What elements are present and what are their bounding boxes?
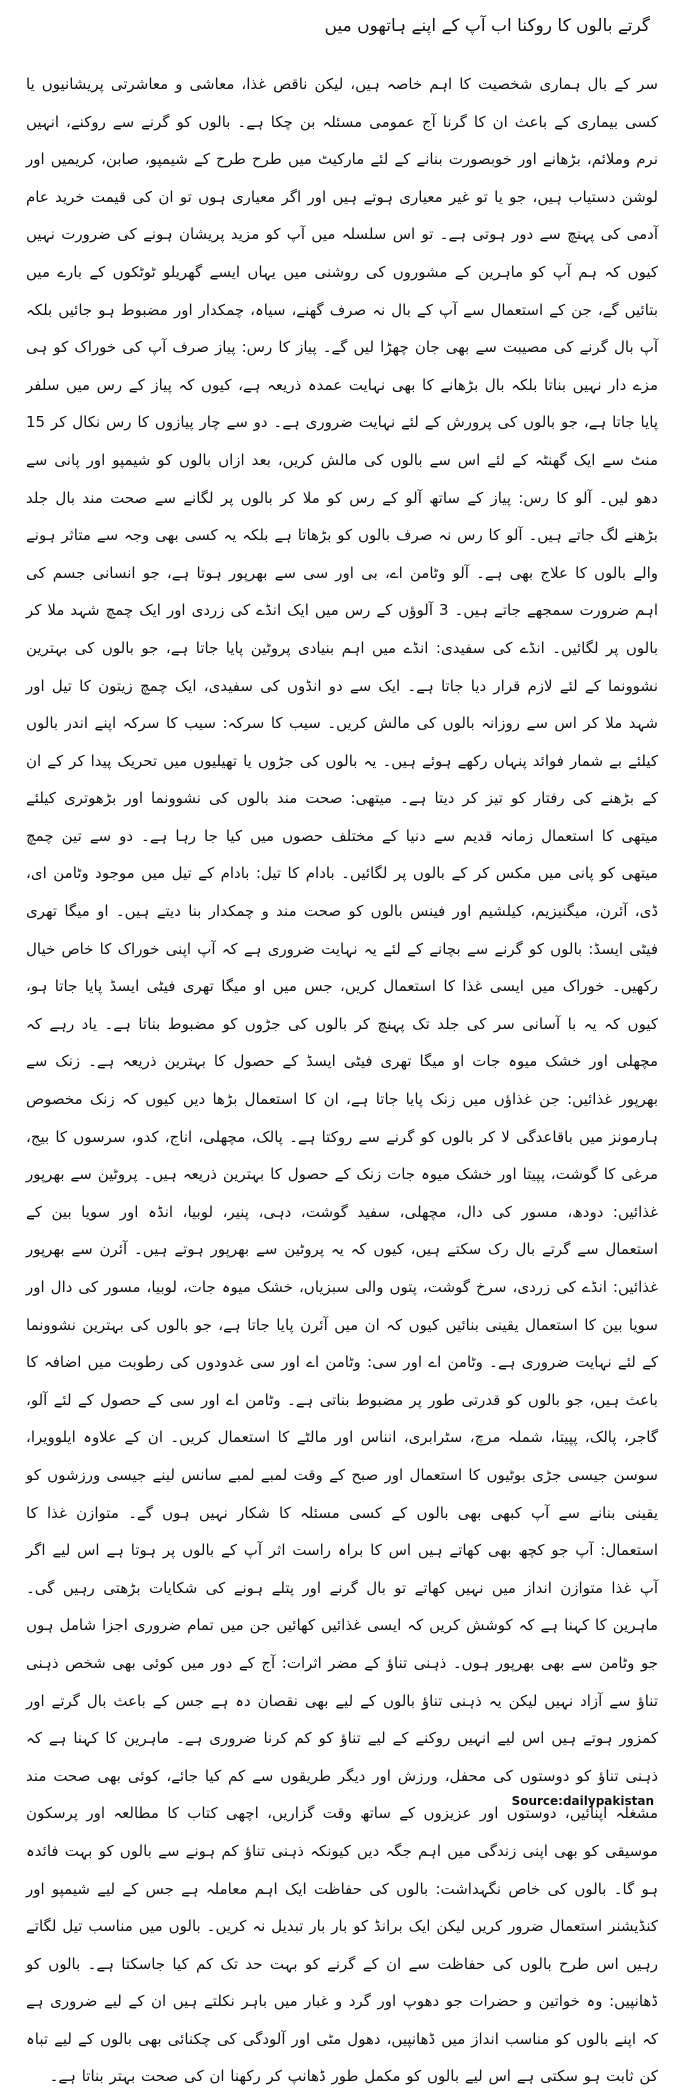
article-body: سر کے بال ہماری شخصیت کا اہم خاصہ ہیں، لیکن ناقص غذا، معاشی و معاشرتی پریشانیوں یا کسی بیماری کے باعث ان کا گرنا آج عمومی مسئلہ بن چکا ہے۔ بالوں کو گرنے سے روکنے، انہیں نرم وملائم، بڑھانے اور خوبصورت بنانے کے لئے مارکیٹ میں طرح طرح کے شیمپو، صابن، کریمیں اور لوشن دستیاب ہیں، جو یا تو غیر معیاری ہوتے ہیں اور اگر معیاری ہوں تو ان کی قیمت خرید عام آدمی کی پہنچ سے دور ہوتی ہے۔ تو اس سلسلہ میں آپ کو مزید پریشان ہونے کی ضرورت نہیں کیوں کہ ہم آپ کو ماہرین کے مشوروں کی روشنی میں یہاں ایسے گھریلو ٹوٹکوں کے بارے میں بتائیں گے، جن کے استعمال سے آپ کے بال نہ صرف گھنے، سیاہ، چمکدار اور مضبوط ہو جائیں بلکہ آپ بال گرنے کی مصیبت سے بھی جان چھڑا لیں گے۔ پیاز کا رس: پیاز صرف آپ کی خوراک کو ہی مزے دار نہیں بناتا بلکہ بال بڑھانے کا بھی نہایت عمدہ ذریعہ ہے، کیوں کہ پیاز کے رس میں سلفر پایا جاتا ہے، جو بالوں کی پرورش کے لئے نہایت ضروری ہے۔ دو سے چار پیازوں کا رس نکال کر 15 منٹ سے ایک گھنٹہ کے لئے اس سے بالوں کی مالش کریں، بعد ازاں بالوں کو شیمپو اور پانی سے دھو لیں۔ آلو کا رس: پیاز کے ساتھ آلو کے رس کو ملا کر بالوں پر لگانے سے صحت مند بال جلد بڑھنے لگ جاتے ہیں۔ آلو کا رس نہ صرف بالوں کو بڑھاتا ہے بلکہ یہ کسی بھی وجہ سے متاثر ہونے والے بالوں کا علاج بھی ہے۔ آلو وٹامن اے، بی اور سی سے بھرپور ہوتا ہے، جو انسانی جسم کی اہم ضرورت سمجھے جاتے ہیں۔ 3 آلوؤں کے رس میں ایک انڈے کی زردی اور ایک چمچ شہد ملا کر بالوں پر لگائیں۔ انڈے کی سفیدی: انڈے میں اہم بنیادی پروٹین پایا جاتا ہے، جو بالوں کی بہترین نشوونما کے لئے لازم قرار دیا جاتا ہے۔ ایک سے دو انڈوں کی سفیدی، ایک چمچ زیتون کا تیل اور شہد ملا کر اس سے روزانہ بالوں کی مالش کریں۔ سیب کا سرکہ: سیب کا سرکہ اپنے اندر بالوں کیلئے بے شمار فوائد پنہاں رکھے ہوئے ہیں۔ یہ بالوں کی جڑوں یا تھیلیوں میں تحریک پیدا کر کے ان کے بڑھنے کی رفتار کو تیز کر دیتا ہے۔ میتھی: صحت مند بالوں کی نشوونما اور بڑھوتری کیلئے میتھی کا استعمال زمانہ قدیم سے دنیا کے مختلف حصوں میں کیا جا رہا ہے۔ دو سے تین چمچ میتھی کو پانی میں مکس کر کے بالوں پر لگائیں۔ بادام کا تیل: بادام کے تیل میں موجود وٹامن ای، ڈی، آئرن، میگنیزیم، کیلشیم اور فینس بالوں کو صحت مند و چمکدار بنا دیتے ہیں۔ او میگا تھری فیٹی ایسڈ: بالوں کو گرنے سے بچانے کے لئے یہ نہایت ضروری ہے کہ آپ اپنی خوراک کا خاص خیال رکھیں۔ خوراک میں ایسی غذا کا استعمال کریں، جس میں او میگا تھری فیٹی ایسڈ پایا جاتا ہو، کیوں کہ یہ با آسانی سر کی جلد تک پہنچ کر بالوں کی جڑوں کو مضبوط بناتا ہے۔ یاد رہے کہ مچھلی اور خشک میوہ جات او میگا تھری فیٹی ایسڈ کے حصول کا بہترین ذریعہ ہے۔ زنک سے بھرپور غذائیں: جن غذاؤں میں زنک پایا جاتا ہے، ان کا استعمال بڑھا دیں کیوں کہ زنک مخصوص ہارمونز میں باقاعدگی لا کر بالوں کو گرنے سے روکتا ہے۔ پالک، مچھلی، اناج، کدو، سرسوں کا بیج، مرغی کا گوشت، پپیتا اور خشک میوہ جات زنک کے حصول کا بہترین ذریعہ ہیں۔ پروٹین سے بھرپور غذائیں: دودھ، مسور کی دال، مچھلی، سفید گوشت، دہی، پنیر، لوبیا، انڈہ اور سویا بین کے استعمال سے گرتے بال رک سکتے ہیں، کیوں کہ یہ پروٹین سے بھرپور ہوتے ہیں۔ آئرن سے بھرپور غذائیں: انڈے کی زردی، سرخ گوشت، پتوں والی سبزیاں، خشک میوہ جات، لوبیا، مسور کی دال اور سویا بین کا استعمال یقینی بنائیں کیوں کہ ان میں آئرن پایا جاتا ہے، جو بالوں کی بہترین نشوونما کے لئے نہایت ضروری ہے۔ وٹامن اے اور سی: وٹامن اے اور سی غدودوں کی رطوبت میں اضافہ کا باعث ہیں، جو بالوں کو قدرتی طور پر مضبوط بناتی ہے۔ وٹامن اے اور سی کے حصول کے لئے آلو، گاجر، پالک، پپیتا، شملہ مرچ، سٹرابری، انناس اور مالٹے کا استعمال کریں۔ ان کے علاوہ ایلوویرا، سوسن جیسی جڑی بوٹیوں کا استعمال اور صبح کے وقت لمبے لمبے سانس لینے جیسی ورزشوں کو یقینی بنانے سے آپ کبھی بھی بالوں کے کسی مسئلہ کا شکار نہیں ہوں گے۔ متوازن غذا کا استعمال: آپ جو کچھ بھی کھاتے ہیں اس کا براہ راست اثر آپ کے بالوں پر ہوتا ہے اس لیے اگر آپ غذا متوازن انداز میں نہیں کھاتے تو بال گرنے اور پتلے ہونے کی شکایات بڑھتی رہیں گی۔ ماہرین کا کہنا ہے کہ کوشش کریں کہ ایسی غذائیں کھائیں جن میں تمام ضروری اجزا شامل ہوں جو وٹامن سے بھی بھرپور ہوں۔ ذہنی تناؤ کے مضر اثرات: آج کے دور میں کوئی بھی شخص ذہنی تناؤ سے آزاد نہیں لیکن یہ ذہنی تناؤ بالوں کے لیے بھی نقصان دہ ہے جس کے باعث بال گرتے اور کمزور ہوتے ہیں اس لیے انہیں روکنے کے لیے تناؤ کو کم کرنا ضروری ہے۔ ماہرین کا کہنا ہے کہ ذہنی تناؤ کو دوستوں کی محفل، ورزش اور دیگر طریقوں سے کم کیا جائے، کوئی بھی صحت مند مشغلہ اپنائیں، دوستوں اور عزیزوں کے ساتھ وقت گزاریں، اچھی کتاب کا مطالعہ اور پرسکون موسیقی کو بھی اپنی زندگی میں اہم جگہ دیں کیونکہ ذہنی تناؤ کم ہونے سے بالوں کو بہت فائدہ ہو گا۔ بالوں کی خاص نگہداشت: بالوں کی حفاظت ایک اہم معاملہ ہے جس کے لیے شیمپو اور کنڈیشنر استعمال ضرور کریں لیکن ایک برانڈ کو بار بار تبدیل نہ کریں۔ بالوں میں مناسب تیل لگاتے رہیں اس طرح بالوں کی حفاظت سے ان کے گرنے کو بہت حد تک کم کیا جاسکتا ہے۔ بالوں کو ڈھانپیں: وہ خواتین و حضرات جو دھوپ اور گرد و غبار میں باہر نکلتے ہیں ان کے لیے ضروری ہے کہ اپنے بالوں کو مناسب انداز میں ڈھانپیں، دھول مٹی اور آلودگی کی چکنائی بھی بالوں کے لیے تباہ کن ثابت ہو سکتی ہے اس لیے بالوں کو مکمل طور ڈھانپ کر رکھنا ان کی صحت بہتر بناتا ہے۔: [26, 75, 658, 2086]
source-credit: Source:dailypakistan: [511, 1794, 654, 1808]
article-title: گرتے بالوں کا روکنا اب آپ کے اپنے ہاتھوں میں: [324, 16, 650, 36]
